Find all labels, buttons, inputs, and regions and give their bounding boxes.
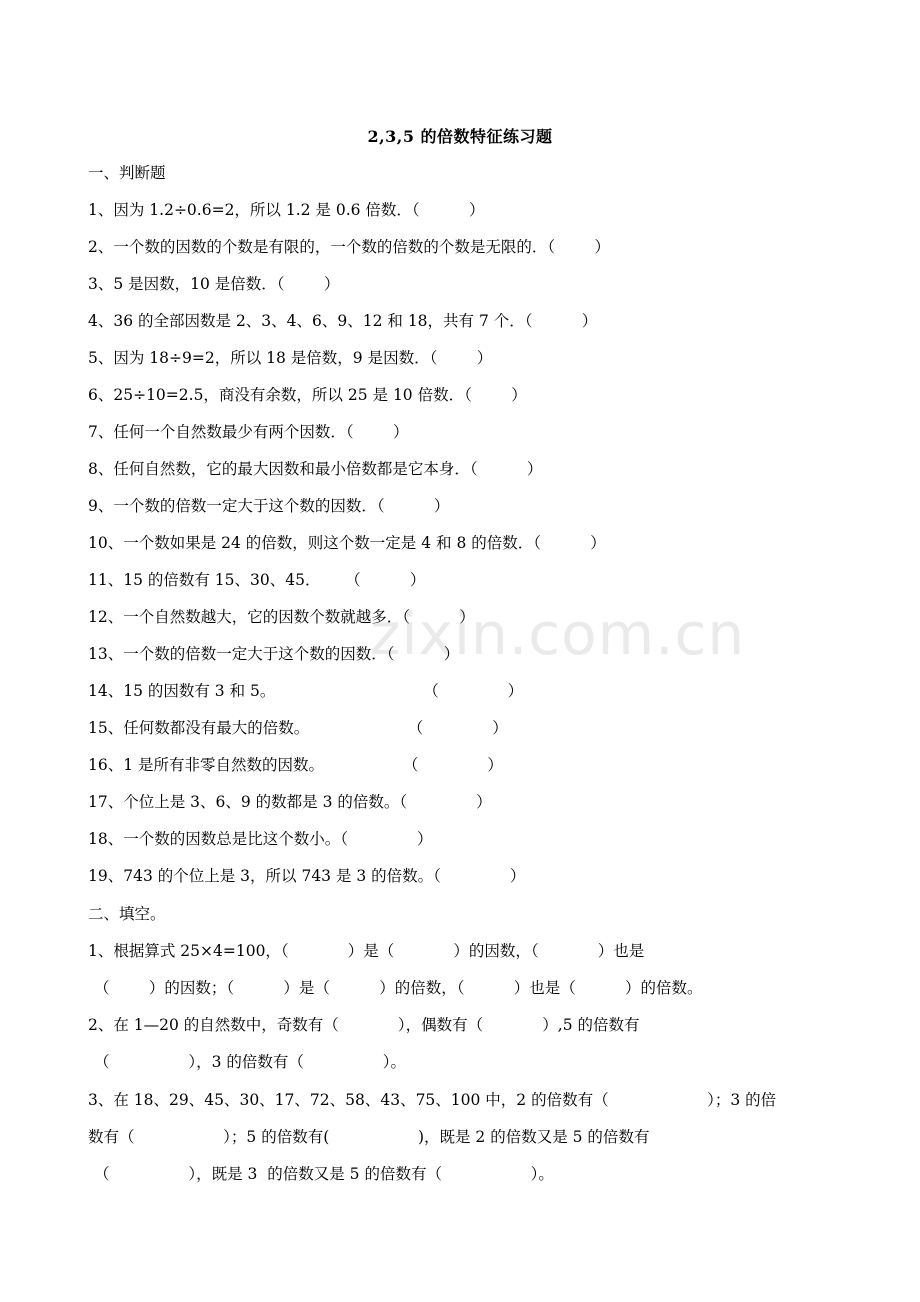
- fill-line-7: （ ），既是 3 的倍数又是 5 的倍数有（ ）。: [94, 1165, 554, 1183]
- judge-item-19: 19、743 的个位上是 3，所以 743 是 3 的倍数。（ ）: [88, 867, 526, 885]
- judge-item-9: 9、一个数的倍数一定大于这个数的因数．（ ）: [88, 497, 450, 515]
- judge-item-12: 12、一个自然数越大，它的因数个数就越多．（ ）: [88, 608, 475, 626]
- fill-line-6: 数有（ ）；5 的倍数有( )，既是 2 的倍数又是 5 的倍数有: [88, 1128, 650, 1146]
- judge-item-11: 11、15 的倍数有 15、30、45． （ ）: [88, 571, 426, 589]
- judge-item-16: 16、1 是所有非零自然数的因数。 （ ）: [88, 756, 503, 774]
- judge-item-15: 15、任何数都没有最大的倍数。 （ ）: [88, 719, 508, 737]
- fill-line-2: （ ）的因数；（ ）是（ ）的倍数，（ ）也是（ ）的倍数。: [94, 979, 703, 997]
- watermark: zixin.com.cn: [370, 600, 746, 668]
- fill-line-3: 2、在 1—20 的自然数中，奇数有（ ），偶数有（ ）,5 的倍数有: [88, 1016, 640, 1034]
- section1-heading: 一、判断题: [88, 164, 166, 182]
- judge-item-18: 18、一个数的因数总是比这个数小。（ ）: [88, 830, 433, 848]
- judge-item-1: 1、因为 1.2÷0.6=2，所以 1.2 是 0.6 倍数．（ ）: [88, 201, 485, 219]
- fill-line-5: 3、在 18、29、45、30、17、72、58、43、75、100 中，2 的倍数有（ ）；3 的倍: [88, 1091, 777, 1109]
- judge-item-6: 6、25÷10=2.5，商没有余数，所以 25 是 10 倍数．（ ）: [88, 386, 527, 404]
- judge-item-13: 13、一个数的倍数一定大于这个数的因数．（ ）: [88, 645, 460, 663]
- fill-line-4: （ ），3 的倍数有（ ）。: [94, 1053, 406, 1071]
- page-title: 2,3,5 的倍数特征练习题: [367, 127, 553, 146]
- judge-item-7: 7、任何一个自然数最少有两个因数．（ ）: [88, 423, 409, 441]
- judge-item-2: 2、一个数的因数的个数是有限的，一个数的倍数的个数是无限的．（ ）: [88, 238, 611, 256]
- fill-line-1: 1、根据算式 25×4=100，（ ）是（ ）的因数，（ ）也是: [88, 942, 645, 960]
- judge-item-17: 17、个位上是 3、6、9 的数都是 3 的倍数。（ ）: [88, 793, 492, 811]
- judge-item-8: 8、任何自然数，它的最大因数和最小倍数都是它本身．（ ）: [88, 460, 543, 478]
- judge-item-5: 5、因为 18÷9=2，所以 18 是倍数，9 是因数．（ ）: [88, 349, 493, 367]
- section2-heading: 二、填空。: [88, 905, 166, 923]
- judge-item-4: 4、36 的全部因数是 2、3、4、6、9、12 和 18，共有 7 个．（ ）: [88, 312, 598, 330]
- judge-item-14: 14、15 的因数有 3 和 5。 （ ）: [88, 682, 524, 700]
- judge-item-3: 3、5 是因数，10 是倍数．（ ）: [88, 275, 340, 293]
- judge-item-10: 10、一个数如果是 24 的倍数，则这个数一定是 4 和 8 的倍数．（ ）: [88, 534, 606, 552]
